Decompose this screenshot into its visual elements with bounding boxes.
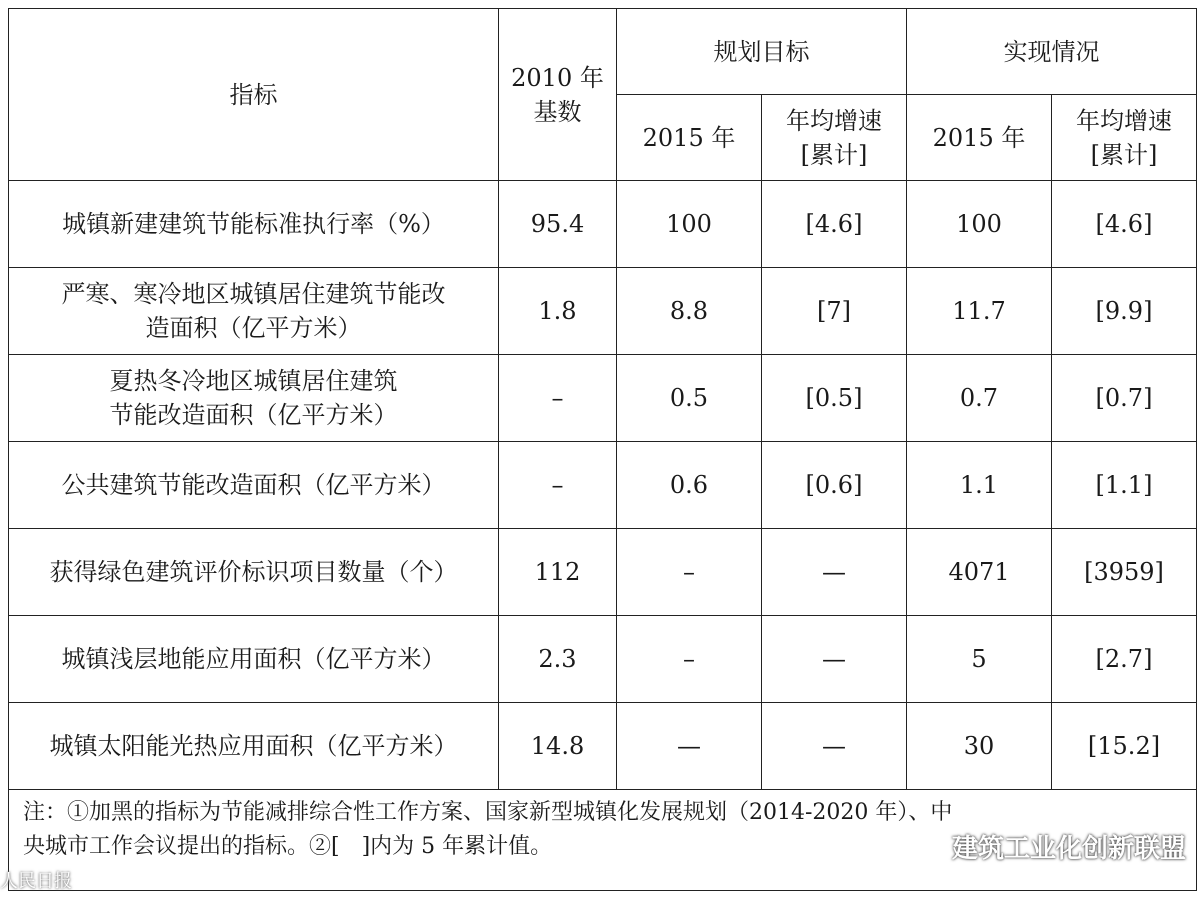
wechat-icon xyxy=(912,834,946,860)
target-cell: – xyxy=(617,529,762,616)
header-base-2010-line2: 基数 xyxy=(533,97,582,126)
indicator-cell xyxy=(9,268,499,355)
header-target-growth-line1: 年均增速 xyxy=(786,106,882,135)
actual-cell: 1.1 xyxy=(907,442,1052,529)
actual-cell: 5 xyxy=(907,616,1052,703)
target-growth-cell: [4.6] xyxy=(762,181,907,268)
base-cell: 95.4 xyxy=(499,181,617,268)
header-row-1 xyxy=(9,9,1197,95)
energy-indicator-table xyxy=(8,8,1197,891)
target-cell: 0.5 xyxy=(617,355,762,442)
indicator-cell xyxy=(9,442,499,529)
header-target-growth-line2: [累计] xyxy=(800,140,868,169)
target-cell: 100 xyxy=(617,181,762,268)
header-base-2010 xyxy=(499,9,617,181)
target-growth-cell: — xyxy=(762,529,907,616)
target-cell: 0.6 xyxy=(617,442,762,529)
actual-cell: 30 xyxy=(907,703,1052,790)
actual-growth-cell: [15.2] xyxy=(1052,703,1197,790)
base-cell: 1.8 xyxy=(499,268,617,355)
table-row xyxy=(9,703,1197,790)
table-row xyxy=(9,616,1197,703)
target-cell: — xyxy=(617,703,762,790)
base-cell: 112 xyxy=(499,529,617,616)
target-growth-cell: [0.6] xyxy=(762,442,907,529)
actual-cell: 100 xyxy=(907,181,1052,268)
header-target-growth xyxy=(762,95,907,181)
actual-growth-cell: [9.9] xyxy=(1052,268,1197,355)
base-cell: 14.8 xyxy=(499,703,617,790)
base-cell: 2.3 xyxy=(499,616,617,703)
actual-growth-cell: [4.6] xyxy=(1052,181,1197,268)
actual-growth-cell: [2.7] xyxy=(1052,616,1197,703)
indicator-cell xyxy=(9,616,499,703)
table-row xyxy=(9,181,1197,268)
indicator-cell xyxy=(9,529,499,616)
watermark-right xyxy=(912,828,1186,865)
indicator-cell xyxy=(9,355,499,442)
indicator-line: 严寒、寒冷地区城镇居住建筑节能改 xyxy=(61,280,446,308)
target-growth-cell: — xyxy=(762,703,907,790)
table-row xyxy=(9,442,1197,529)
note-line-1: 注：①加黑的指标为节能减排综合性工作方案、国家新型城镇化发展规划（2014-2020 年）、中 xyxy=(23,800,953,825)
actual-growth-cell: [0.7] xyxy=(1052,355,1197,442)
note-line-2: 央城市工作会议提出的指标。②[ ]内为 5 年累计值。 xyxy=(23,834,553,859)
indicator-line: 公共建筑节能改造面积（亿平方米） xyxy=(61,471,446,499)
actual-cell: 4071 xyxy=(907,529,1052,616)
indicator-cell xyxy=(9,703,499,790)
target-cell: – xyxy=(617,616,762,703)
indicator-line: 城镇太阳能光热应用面积（亿平方米） xyxy=(49,732,458,760)
table-row xyxy=(9,268,1197,355)
table-row xyxy=(9,529,1197,616)
indicator-line: 夏热冬冷地区城镇居住建筑 xyxy=(109,367,398,395)
header-planned-target: 规划目标 xyxy=(617,9,907,95)
indicator-line: 造面积（亿平方米） xyxy=(145,314,362,342)
target-growth-cell: [0.5] xyxy=(762,355,907,442)
base-cell: – xyxy=(499,355,617,442)
indicator-cell xyxy=(9,181,499,268)
energy-indicator-table-container xyxy=(8,8,1196,891)
target-growth-cell: [7] xyxy=(762,268,907,355)
actual-growth-cell: [1.1] xyxy=(1052,442,1197,529)
indicator-line: 节能改造面积（亿平方米） xyxy=(109,401,398,429)
header-actual-2015: 2015 年 xyxy=(907,95,1052,181)
indicator-line: 获得绿色建筑评价标识项目数量（个） xyxy=(49,558,458,586)
base-cell: – xyxy=(499,442,617,529)
watermark-left: 人民日报 xyxy=(0,871,72,892)
indicator-line: 城镇新建建筑节能标准执行率（%） xyxy=(62,210,445,238)
header-actual-growth-line1: 年均增速 xyxy=(1076,106,1172,135)
header-actual-growth xyxy=(1052,95,1197,181)
header-actual: 实现情况 xyxy=(907,9,1197,95)
actual-cell: 11.7 xyxy=(907,268,1052,355)
indicator-line: 城镇浅层地能应用面积（亿平方米） xyxy=(61,645,446,673)
target-growth-cell: — xyxy=(762,616,907,703)
actual-cell: 0.7 xyxy=(907,355,1052,442)
watermark-right-text: 建筑工业化创新联盟 xyxy=(951,834,1186,864)
target-cell: 8.8 xyxy=(617,268,762,355)
header-target-2015: 2015 年 xyxy=(617,95,762,181)
header-indicator: 指标 xyxy=(9,9,499,181)
header-actual-growth-line2: [累计] xyxy=(1090,140,1158,169)
header-base-2010-line1: 2010 年 xyxy=(511,63,604,92)
table-row xyxy=(9,355,1197,442)
actual-growth-cell: [3959] xyxy=(1052,529,1197,616)
